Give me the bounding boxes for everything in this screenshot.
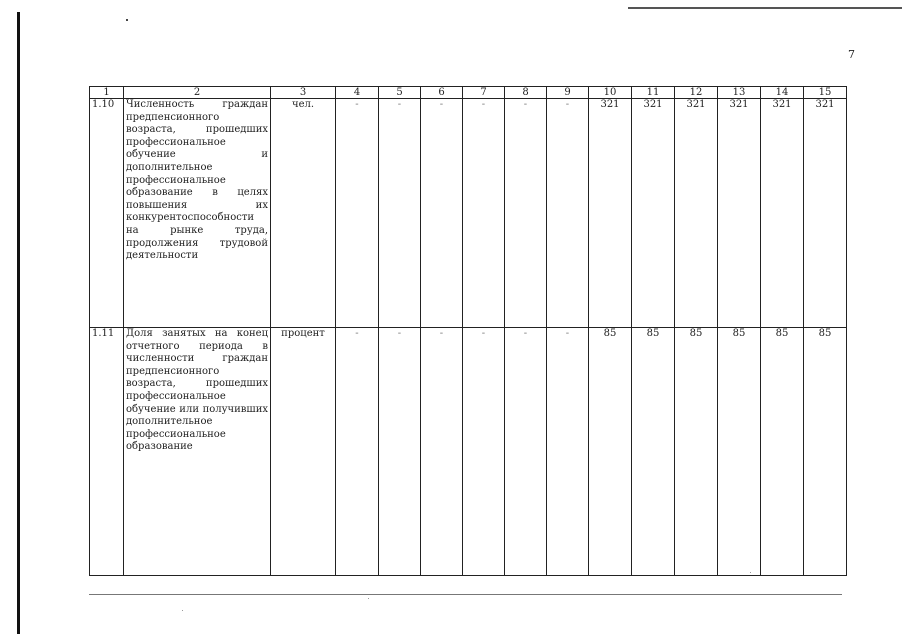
value-cell: - xyxy=(379,328,421,576)
row-number: 1.10 xyxy=(90,99,124,328)
header-row xyxy=(90,87,847,99)
value-cell: 321 xyxy=(718,99,761,328)
header-cell: 12 xyxy=(675,87,718,99)
value-cell: - xyxy=(547,328,589,576)
value-cell: 85 xyxy=(632,328,675,576)
scan-speck xyxy=(750,572,751,573)
scan-speck xyxy=(182,610,183,611)
header-cell: 9 xyxy=(547,87,589,99)
value-cell: - xyxy=(379,99,421,328)
indicator-name: Доля занятых на конец отчетного периода в численности граждан предпенсионного возраста, прошедших профессиональное обучение или получивших дополнительное профессиональное образование xyxy=(124,328,271,576)
page-number: 7 xyxy=(848,48,855,61)
header-cell: 3 xyxy=(271,87,336,99)
value-cell: - xyxy=(336,99,379,328)
value-cell: 85 xyxy=(589,328,632,576)
header-cell: 1 xyxy=(90,87,124,99)
header-cell: 10 xyxy=(589,87,632,99)
value-cell: 85 xyxy=(804,328,847,576)
table-row xyxy=(90,99,847,328)
table-row xyxy=(90,328,847,576)
value-cell: 85 xyxy=(761,328,804,576)
header-cell: 2 xyxy=(124,87,271,99)
value-cell: 85 xyxy=(675,328,718,576)
value-cell: - xyxy=(463,99,505,328)
value-cell: - xyxy=(336,328,379,576)
value-cell: - xyxy=(547,99,589,328)
value-cell: 321 xyxy=(675,99,718,328)
value-cell: 321 xyxy=(632,99,675,328)
header-cell: 13 xyxy=(718,87,761,99)
scan-speck xyxy=(126,19,128,21)
header-cell: 8 xyxy=(505,87,547,99)
value-cell: - xyxy=(421,99,463,328)
value-cell: - xyxy=(505,328,547,576)
value-cell: - xyxy=(505,99,547,328)
value-cell: 321 xyxy=(589,99,632,328)
header-cell: 7 xyxy=(463,87,505,99)
indicator-name: Численность граждан предпенсионного возраста, прошедших профессиональное обучение и дополнительное профессиональное образование в целях повышения их конкурентоспособности на рынке труда, продолжения трудовой деятельности xyxy=(124,99,271,328)
header-cell: 5 xyxy=(379,87,421,99)
header-cell: 6 xyxy=(421,87,463,99)
unit-cell: чел. xyxy=(271,99,336,328)
header-cell: 4 xyxy=(336,87,379,99)
value-cell: - xyxy=(463,328,505,576)
value-cell: 321 xyxy=(761,99,804,328)
unit-cell: процент xyxy=(271,328,336,576)
scan-edge-bar xyxy=(17,12,20,634)
row-number: 1.11 xyxy=(90,328,124,576)
header-cell: 14 xyxy=(761,87,804,99)
scan-speck xyxy=(368,598,369,599)
value-cell: - xyxy=(421,328,463,576)
header-cell: 15 xyxy=(804,87,847,99)
value-cell: 85 xyxy=(718,328,761,576)
table-underline xyxy=(89,594,842,595)
scan-top-line xyxy=(628,7,902,9)
header-cell: 11 xyxy=(632,87,675,99)
value-cell: 321 xyxy=(804,99,847,328)
indicators-table xyxy=(89,86,847,576)
